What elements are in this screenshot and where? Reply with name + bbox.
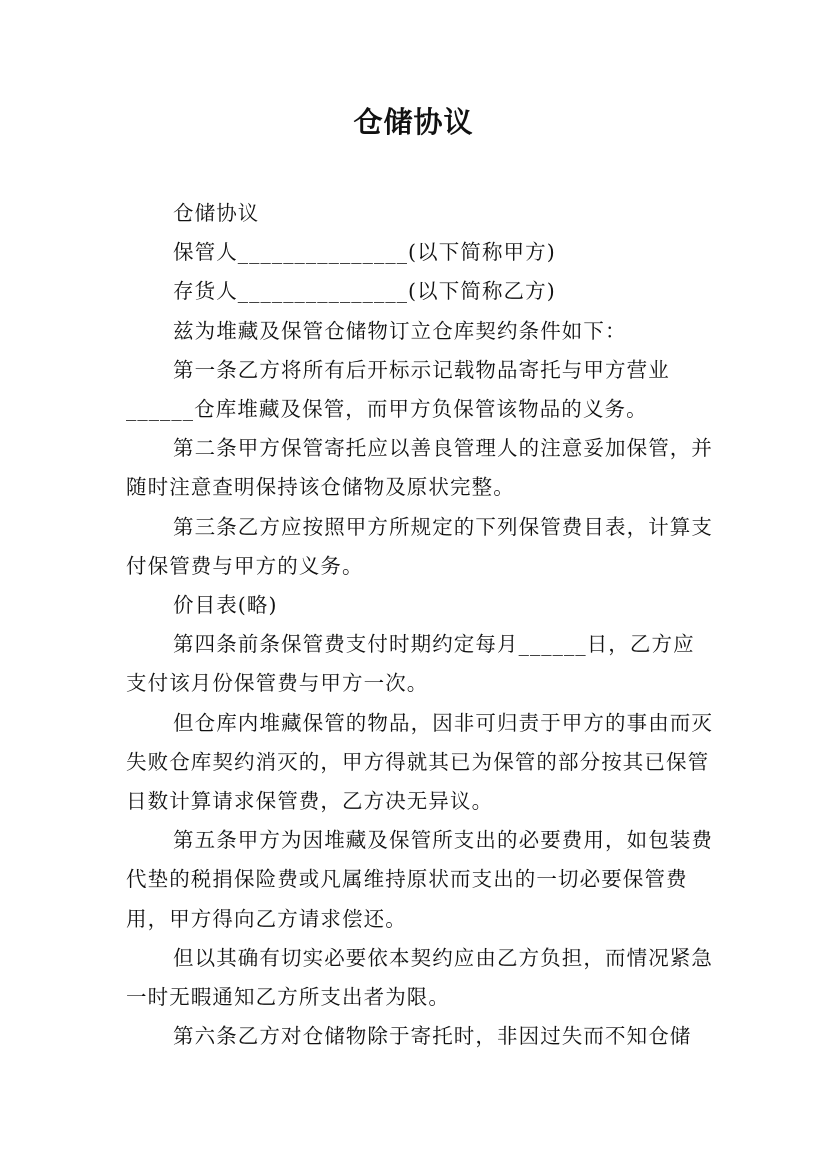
paragraph-custodian: 保管人_______________(以下简称甲方) bbox=[173, 240, 556, 265]
paragraph-depositor: 存货人_______________(以下简称乙方) bbox=[173, 279, 556, 304]
paragraph-article-6: 第六条乙方对仓储物除于寄托时，非因过失而不知仓储 bbox=[173, 1024, 692, 1049]
paragraph-article-5-proviso: 但以其确有切实必要依本契约应由乙方负担，而情况紧急一时无暇通知乙方所支出者为限。 bbox=[126, 945, 713, 1010]
paragraph-article-4-proviso: 但仓库内堆藏保管的物品，因非可归责于甲方的事由而灭失败仓库契约消灭的，甲方得就其已为保管的部分按其已保管日数计算请求保管费，乙方决无异议。 bbox=[126, 710, 713, 814]
paragraph-price-list: 价目表(略) bbox=[173, 593, 278, 618]
document-body bbox=[126, 194, 716, 1056]
paragraph-article-4: 第四条前条保管费支付时期约定每月______日，乙方应支付该月份保管费与甲方一次。 bbox=[126, 632, 695, 696]
paragraph-article-2: 第二条甲方保管寄托应以善良管理人的注意妥加保管，并随时注意查明保持该仓储物及原状完整。 bbox=[126, 436, 713, 500]
paragraph-article-5: 第五条甲方为因堆藏及保管所支出的必要费用，如包装费代垫的税捐保险费或凡属维持原状而支出的一切必要保管费用，甲方得向乙方请求偿还。 bbox=[126, 828, 713, 931]
paragraph-preamble: 兹为堆藏及保管仓储物订立仓库契约条件如下： bbox=[173, 318, 627, 343]
paragraph-article-1: 第一条乙方将所有后开标示记载物品寄托与甲方营业______仓库堆藏及保管，而甲方负保管该物品的义务。 bbox=[126, 357, 670, 422]
paragraph-heading: 仓储协议 bbox=[173, 201, 260, 225]
document-title: 仓储协议 bbox=[353, 105, 474, 139]
paragraph-article-3: 第三条乙方应按照甲方所规定的下列保管费目表，计算支付保管费与甲方的义务。 bbox=[126, 514, 713, 578]
